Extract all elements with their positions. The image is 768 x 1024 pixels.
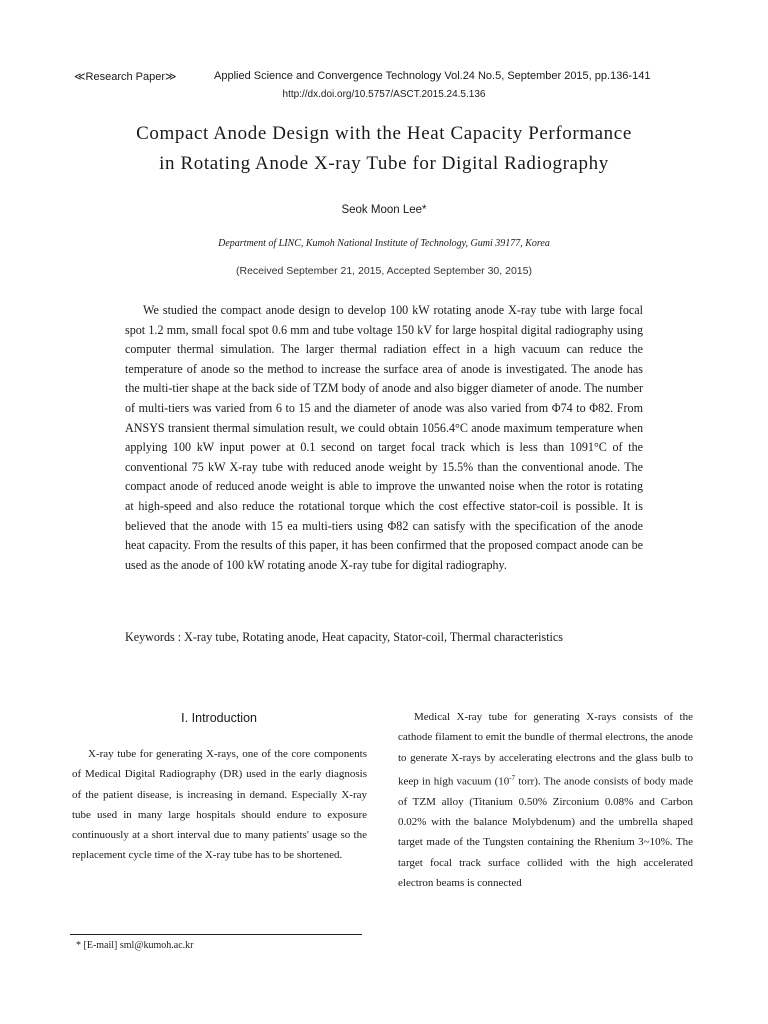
paper-type-label: ≪Research Paper≫: [74, 71, 177, 83]
exponent-superscript: -7: [509, 773, 516, 782]
title-line: in Rotating Anode X-ray Tube for Digital Radiography: [159, 153, 609, 174]
section-heading-introduction: Ⅰ. Introduction: [181, 711, 257, 725]
paper-title: [60, 119, 708, 179]
footnote-email: * [E-mail] sml@kumoh.ac.kr: [76, 940, 194, 951]
abstract-text: We studied the compact anode design to develop 100 kW rotating anode X-ray tube with large focal spot 1.2 mm, small focal spot 0.6 mm and tube voltage 150 kV for large hospital digital radiography using computer thermal simulation. The larger thermal radiation effect in a high vacuum can reduce the temperature of anode so the method to increase the surface area of anode is investigated. The anode has the multi-tier shape at the back side of TZM body of anode and also bigger diameter of anode. The number of multi-tiers was varied from 6 to 15 and the diameter of anode was also varied from Φ74 to Φ82. From ANSYS transient thermal simulation result, we could obtain 1056.4°C anode maximum temperature when applying 100 kW input power at 0.1 second on target focal track which is less than 1091°C of the conventional 75 kW X-ray tube with reduced anode weight by 15.5% than the conventional anode. The compact anode of reduced anode weight is able to improve the unwanted noise when the rotor is rotating at high-speed and also reduce the rotational torque which the cost effective stator-coil is possible. It is believed that the anode with 15 ea multi-tiers using Φ82 can satisfy with the specification of the anode heat capacity. From the results of this paper, it has been confirmed that the proposed compact anode can be used as the anode of 100 kW rotating anode X-ray tube for digital radiography.: [125, 303, 643, 572]
right-column-text-a: Medical X-ray tube for generating X-rays consists of the cathode filament to emit the bundle of thermal electrons, the anode to generate X-rays by accelerating electrons and the glass bulb to keep in high vacuum (10: [398, 711, 693, 788]
keywords-line: Keywords : X-ray tube, Rotating anode, Heat capacity, Stator-coil, Thermal characteristics: [125, 630, 563, 644]
introduction-left-column: X-ray tube for generating X-rays, one of the core components of Medical Digital Radiography (DR) used in the early diagnosis of the patient disease, is increasing in demand. Especially X-ray tube used in many large hospitals should endure to exposure continuously at a short interval due to many patients' usage so the replacement cycle time of the X-ray tube has to be shortened.: [72, 748, 367, 862]
journal-citation: Applied Science and Convergence Technology Vol.24 No.5, September 2015, pp.136-141: [214, 70, 651, 82]
author-affiliation: Department of LINC, Kumoh National Institute of Technology, Gumi 39177, Korea: [218, 238, 550, 249]
title-line: Compact Anode Design with the Heat Capacity Performance: [136, 123, 632, 144]
introduction-right-column: [398, 707, 693, 893]
received-dates: (Received September 21, 2015, Accepted September 30, 2015): [236, 265, 532, 277]
right-column-text-b: torr). The anode consists of body made of TZM alloy (Titanium 0.50% Zirconium 0.08% and Carbon 0.02% with the balance Molybdenum) and the umbrella shaped target made of the Tungsten containing the Rhenium 3~10%. The target focal track surface collided with the high accelerated electron beams is connected: [398, 775, 693, 890]
footnote-divider: [70, 934, 362, 935]
author-name: Seok Moon Lee*: [341, 204, 427, 216]
doi-link[interactable]: http://dx.doi.org/10.5757/ASCT.2015.24.5.136: [282, 89, 486, 100]
